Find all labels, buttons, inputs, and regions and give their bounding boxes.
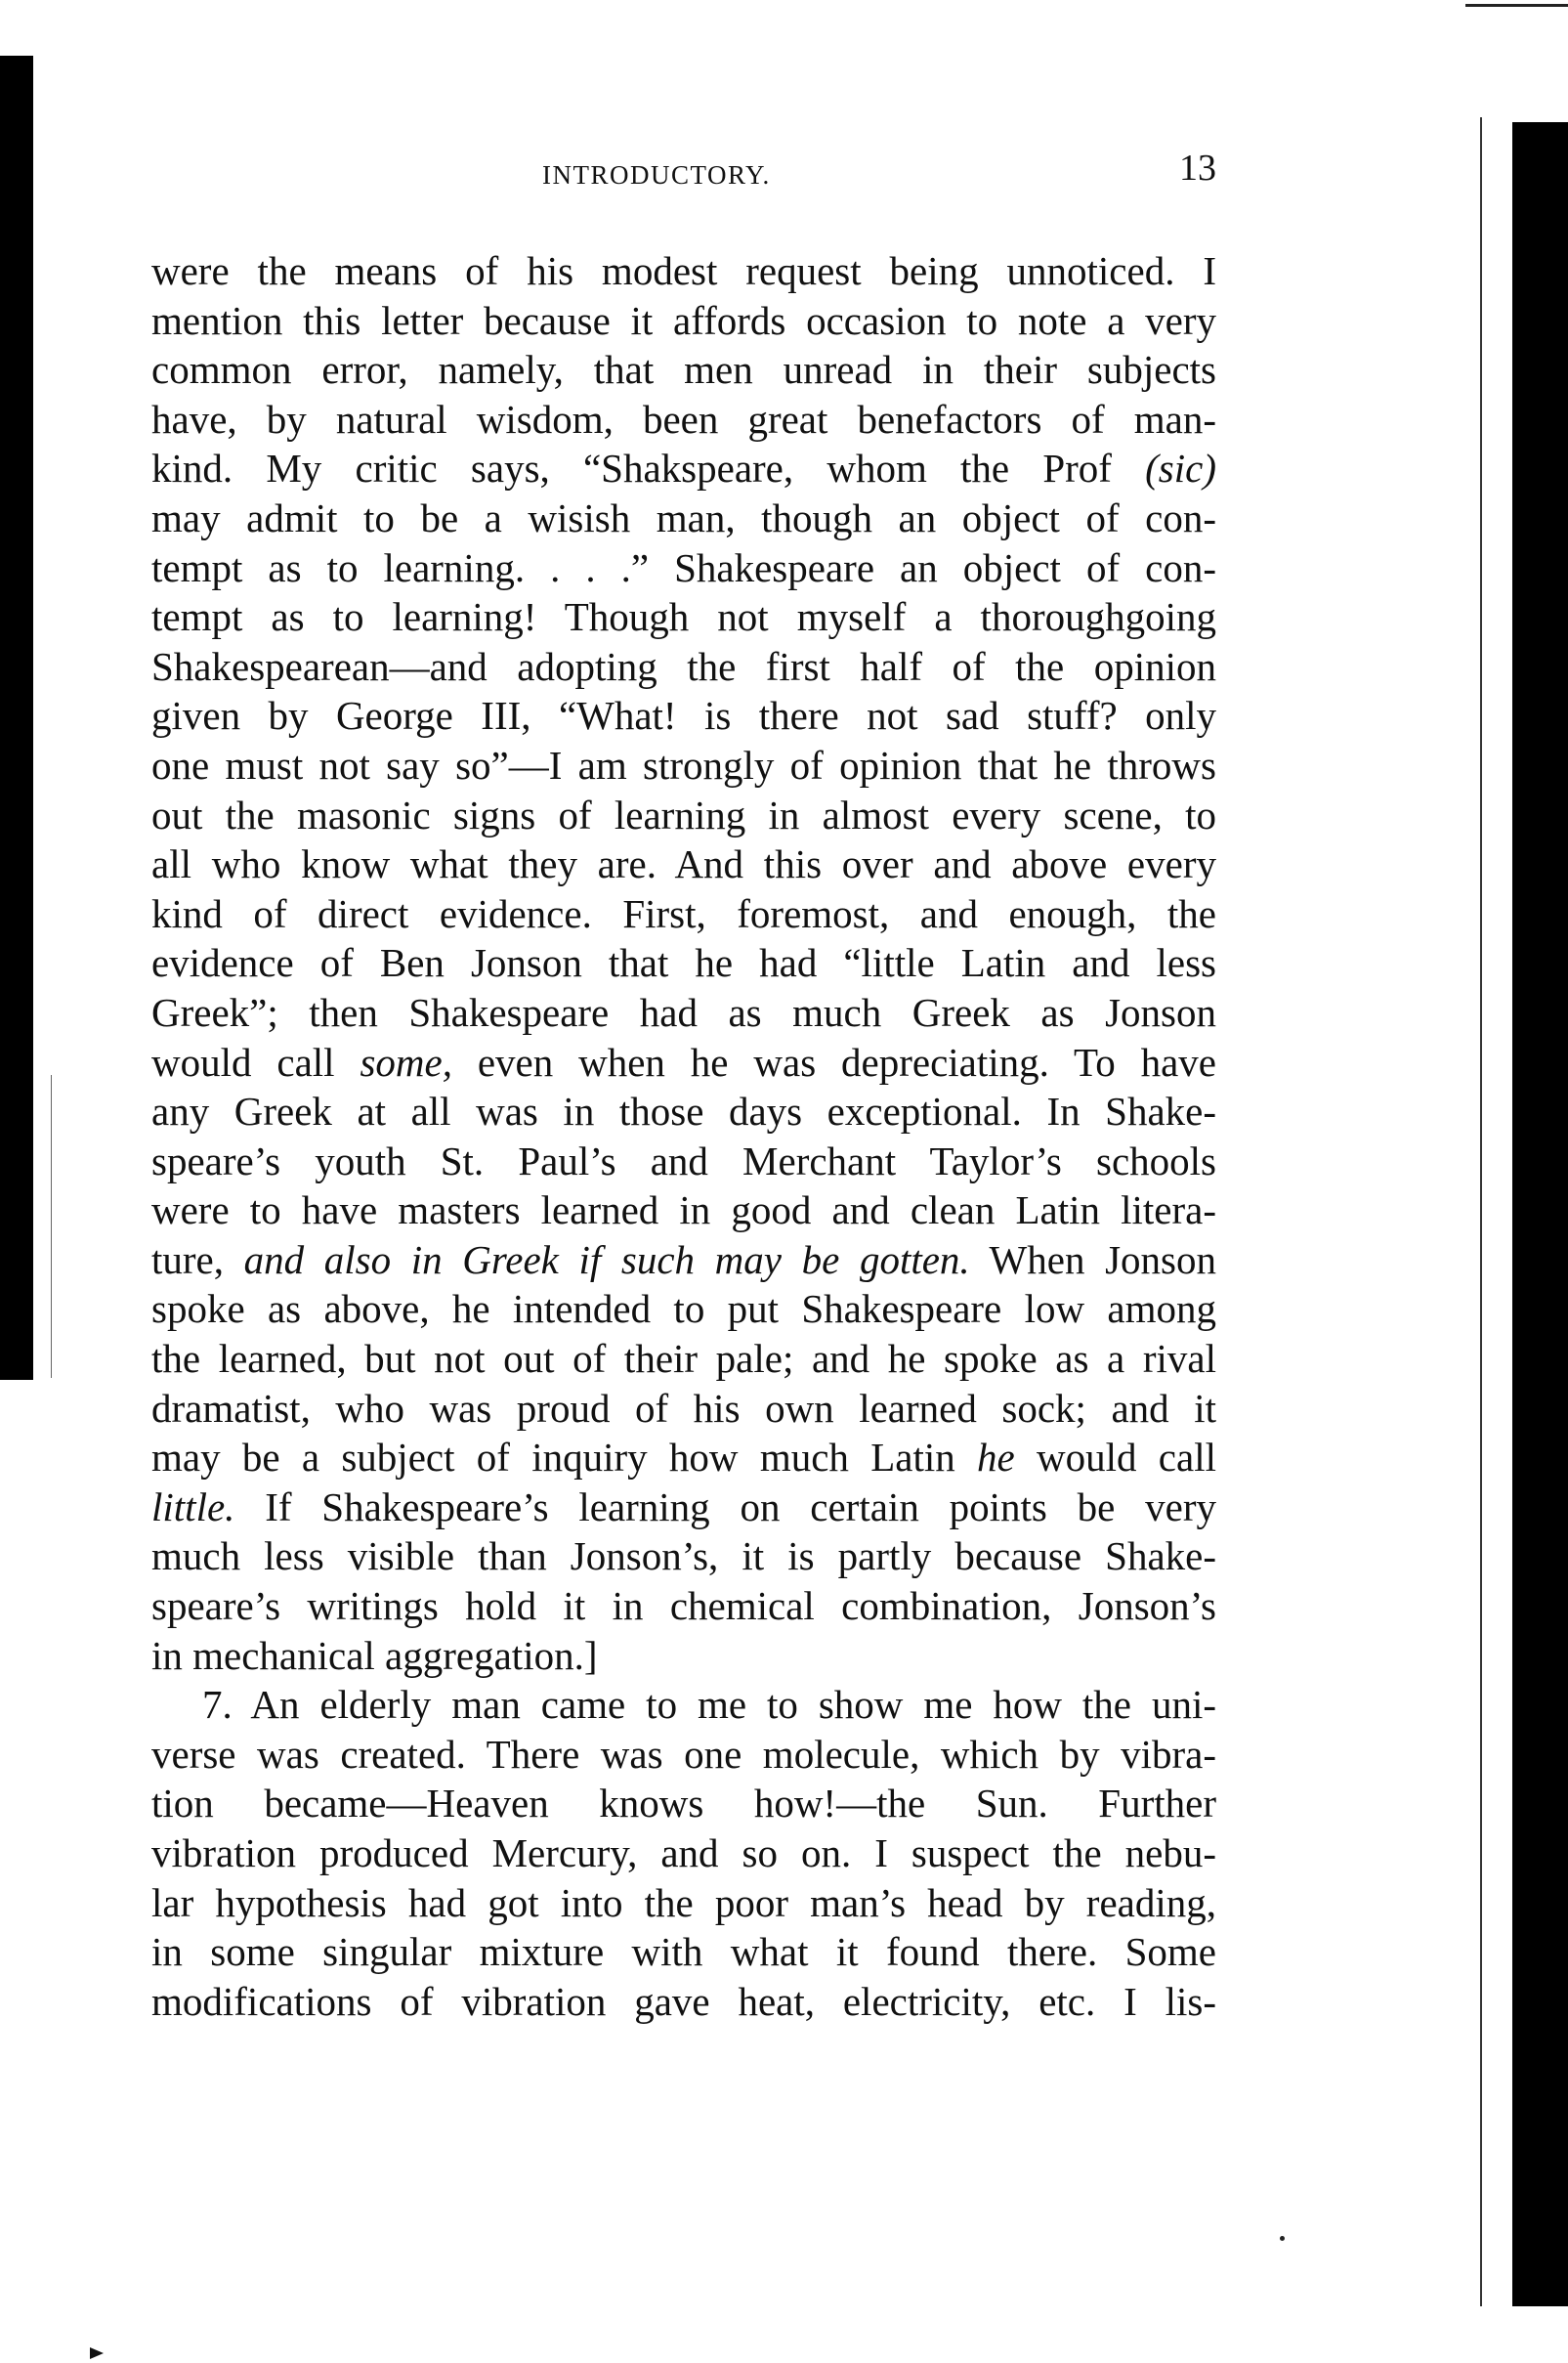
text-line [151,1531,1216,1581]
text-segment: one must not say so”—I am strongly of opinion that he throws [151,742,1216,788]
scan-edge-right-line [1480,117,1482,2306]
italic-text: he [977,1435,1015,1481]
scan-speck [1280,2236,1285,2241]
text-segment: were to have masters learned in good and clean Latin litera- [151,1187,1216,1233]
text-segment: evidence of Ben Jonson that he had “little Latin and less [151,940,1216,986]
page-number: 13 [1179,148,1216,189]
text-line [151,1235,1216,1285]
text-segment: all who know what they are. And this over and above every [151,841,1216,887]
text-line [151,246,1216,296]
text-line [151,1334,1216,1384]
scan-edge-left-line [51,1075,52,1378]
italic-text: (sic) [1145,446,1216,492]
text-line [151,296,1216,346]
text-segment: If Shakespeare’s learning on certain points be very [234,1483,1216,1529]
text-line [151,395,1216,445]
text-line [151,1828,1216,1878]
text-segment: any Greek at all was in those days exceptional. In Shake- [151,1089,1216,1135]
scan-edge-left-shadow [0,56,33,1380]
text-segment: even when he was depreciating. To have [451,1039,1216,1085]
text-segment: verse was created. There was one molecule, which by vibra- [151,1731,1216,1777]
text-segment: may be a subject of inquiry how much Latin [151,1435,978,1481]
text-line [151,791,1216,840]
text-segment: given by George III, “What! is there not sad stuff? only [151,693,1216,739]
scan-edge-top-rule [1465,4,1568,7]
text-line [151,741,1216,791]
text-segment: the learned, but not out of their pale; and he spoke as a rival [151,1336,1216,1382]
text-segment: tempt as to learning. . . .” Shakespeare an object of con- [151,544,1216,590]
text-line [151,889,1216,939]
text-segment: Shakespearean—and adopting the first half of the opinion [151,643,1216,689]
text-line [151,1631,1216,1681]
text-line [151,1185,1216,1235]
text-line [151,494,1216,543]
text-line [151,938,1216,988]
text-segment: were the means of his modest request being unnoticed. I [151,248,1216,293]
text-segment: common error, namely, that men unread in their subjects [151,347,1216,393]
text-line [151,1680,1216,1730]
text-segment: 7. An elderly man came to me to show me how the uni- [202,1682,1216,1728]
italic-text: and also in Greek if such may be gotten. [243,1236,970,1282]
text-line [151,839,1216,889]
text-line [151,1482,1216,1532]
text-line [151,1878,1216,1928]
italic-text: some, [360,1039,452,1085]
text-segment: When Jonson [969,1236,1216,1282]
text-line [151,444,1216,494]
text-segment: spoke as above, he intended to put Shakespeare low among [151,1286,1216,1332]
text-segment: in some singular mixture with what it found there. Some [151,1929,1216,1975]
text-segment: would call [151,1039,360,1085]
text-line [151,592,1216,642]
text-line [151,1779,1216,1828]
text-segment: in mechanical aggregation.] [151,1632,598,1678]
text-line [151,1284,1216,1334]
scan-arrow-mark [90,2347,104,2359]
text-line [151,1038,1216,1088]
text-line [151,1137,1216,1186]
text-line [151,1581,1216,1631]
text-line [151,1384,1216,1434]
text-segment: lar hypothesis had got into the poor man’s head by reading, [151,1879,1216,1925]
text-segment: kind of direct evidence. First, foremost, and enough, the [151,890,1216,936]
text-segment: have, by natural wisdom, been great benefactors of man- [151,396,1216,442]
text-line [151,1927,1216,1977]
text-line [151,988,1216,1038]
text-segment: mention this letter because it affords occasion to note a very [151,297,1216,343]
text-segment: would call [1014,1435,1216,1481]
text-segment: tion became—Heaven knows how!—the Sun. Further [151,1781,1216,1826]
body-text [151,246,1216,2026]
running-head: INTRODUCTORY. [542,160,771,190]
text-line [151,543,1216,593]
text-segment: tempt as to learning! Though not myself a thoroughgoing [151,594,1216,640]
text-segment: modifications of vibration gave heat, electricity, etc. I lis- [151,1978,1216,2024]
text-segment: may admit to be a wisish man, though an object of con- [151,494,1216,540]
text-line [151,345,1216,395]
text-line [151,1433,1216,1482]
text-segment: speare’s youth St. Paul’s and Merchant Taylor’s schools [151,1138,1216,1183]
italic-text: little. [151,1483,235,1529]
text-segment: dramatist, who was proud of his own learned sock; and it [151,1385,1216,1431]
text-segment: kind. My critic says, “Shakspeare, whom the Prof [151,446,1146,492]
text-line [151,1977,1216,2027]
text-segment: out the masonic signs of learning in almost every scene, to [151,792,1216,838]
text-line [151,1087,1216,1137]
text-line [151,642,1216,692]
text-line [151,1730,1216,1780]
text-segment: vibration produced Mercury, and so on. I suspect the nebu- [151,1830,1216,1875]
text-segment: Greek”; then Shakespeare had as much Greek as Jonson [151,989,1216,1035]
scan-edge-right-shadow [1512,122,1568,2306]
text-segment: speare’s writings hold it in chemical combination, Jonson’s [151,1583,1216,1629]
page-header [151,147,1216,195]
text-segment: much less visible than Jonson’s, it is partly because Shake- [151,1533,1216,1579]
text-line [151,691,1216,741]
text-segment: ture, [151,1236,244,1282]
